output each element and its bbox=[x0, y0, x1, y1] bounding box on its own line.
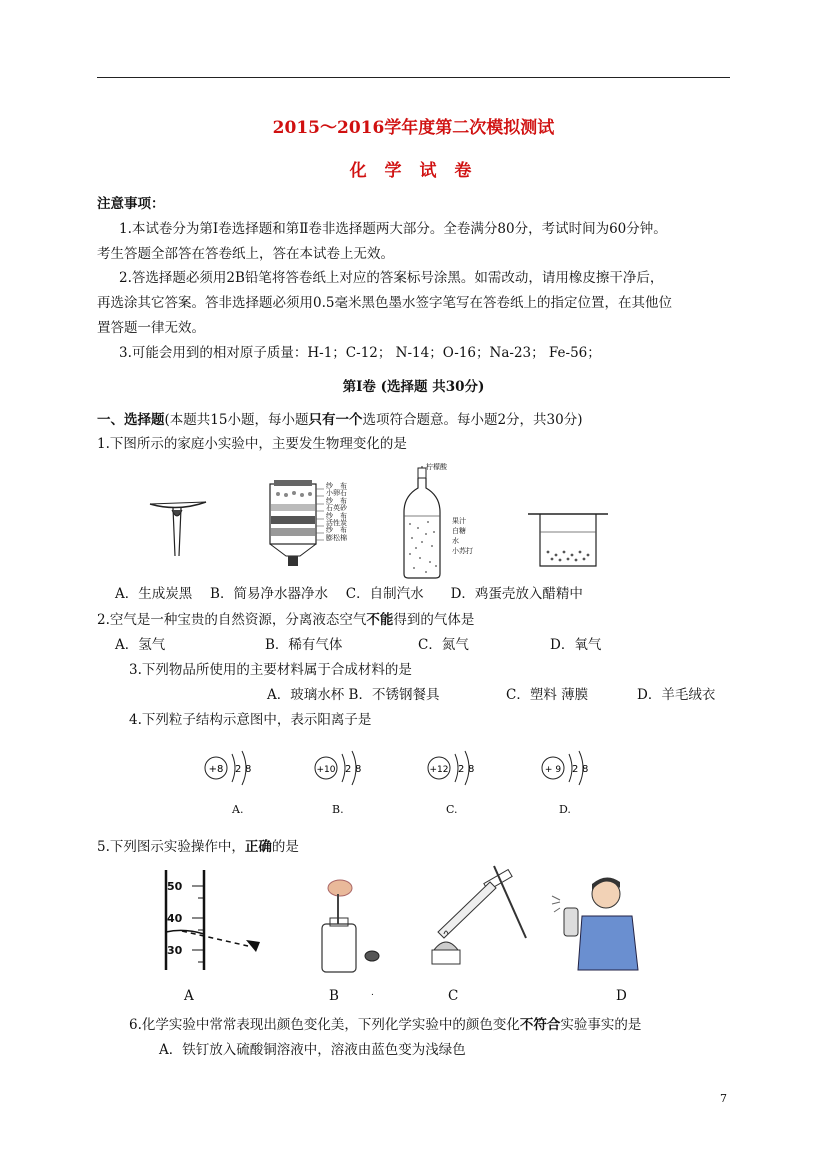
q1-options: A．生成炭黑 B．简易净水器净水 C．自制汽水 D．鸡蛋壳放入醋精中 bbox=[115, 586, 583, 602]
q6-stem bbox=[129, 1013, 641, 1033]
q2-option-b: B．稀有气体 bbox=[265, 637, 343, 653]
q4-atom-b bbox=[312, 748, 372, 788]
q5-figure-b bbox=[310, 874, 390, 974]
q3-option-d: D．羊毛绒衣 bbox=[637, 687, 716, 703]
q5-tick-50: 50 bbox=[167, 880, 183, 893]
q4-atom-d-nucleus: + 9 bbox=[544, 765, 562, 775]
q4-atom-c-nucleus: +12 bbox=[429, 765, 449, 775]
bottle-label: 水 bbox=[452, 537, 459, 545]
q4-label-a: A. bbox=[232, 803, 244, 816]
q2-stem-a: 2.空气是一种宝贵的自然资源，分离液态空气 bbox=[97, 612, 367, 628]
filter-label: 石英砂 bbox=[326, 504, 347, 513]
notice-heading: 注意事项： bbox=[97, 196, 165, 212]
q2-option-a: A．氢气 bbox=[115, 637, 166, 653]
q6-stem-b: 实验事实的是 bbox=[560, 1017, 642, 1033]
filter-label: 纱 布 bbox=[326, 482, 347, 490]
bottle-label: 果汁 bbox=[452, 517, 466, 525]
part1-text-bold: 只有一个 bbox=[308, 412, 363, 428]
q4-stem: 4.下列粒子结构示意图中，表示阳离子是 bbox=[129, 712, 372, 728]
q4-atom-b-e1: 2 bbox=[345, 764, 352, 775]
part1-heading bbox=[97, 408, 583, 428]
q2-option-c: C．氮气 bbox=[418, 637, 469, 653]
q6-stem-a: 6.化学实验中常常表现出颜色变化美，下列化学实验中的颜色变化 bbox=[129, 1017, 520, 1033]
filter-label: 活性炭 bbox=[326, 519, 347, 528]
q6-option-a: A．铁钉放入硫酸铜溶液中，溶液由蓝色变为浅绿色 bbox=[159, 1042, 466, 1058]
q5-tick-40: 40 bbox=[167, 912, 183, 925]
q4-atom-c bbox=[425, 748, 485, 788]
q6-stem-bold: 不符合 bbox=[519, 1017, 561, 1033]
q4-atom-a-e1: 2 bbox=[235, 764, 242, 775]
exam-title: 2015～2016学年度第二次模拟测试 bbox=[272, 118, 555, 138]
bottle-label: 小苏打 bbox=[452, 547, 473, 555]
q4-atom-d bbox=[539, 748, 599, 788]
part1-label: 一、选择题 bbox=[97, 412, 165, 428]
q3-options-ab: A．玻璃水杯 B．不锈钢餐具 bbox=[267, 687, 440, 703]
q1-bottle-labels bbox=[452, 516, 473, 556]
q5-label-b: B bbox=[329, 988, 339, 1004]
q5-label-c: C bbox=[448, 988, 459, 1004]
q1-figure-c bbox=[398, 466, 448, 581]
q4-label-d: D. bbox=[559, 803, 571, 816]
q5-tick-30: 30 bbox=[167, 944, 183, 957]
q4-atom-b-nucleus: +10 bbox=[316, 765, 336, 775]
notice-p3: 3.可能会用到的相对原子质量：H-1；C-12； N-14；O-16；Na-23； Fe-56； bbox=[119, 345, 601, 361]
q3-stem: 3.下列物品所使用的主要材料属于合成材料的是 bbox=[129, 662, 412, 678]
q5-stem-b: 的是 bbox=[271, 839, 299, 855]
q2-stem-bold: 不能 bbox=[366, 612, 394, 628]
q2-stem-b: 得到的气体是 bbox=[393, 612, 475, 628]
q1-bottle-top: 柠檬酸 bbox=[426, 463, 447, 471]
q1-figure-a bbox=[148, 496, 208, 566]
q4-label-c: C. bbox=[446, 803, 458, 816]
exam-subtitle: 化 学 试 卷 bbox=[349, 161, 478, 181]
notice-p2b: 再选涂其它答案。答非选择题必须用0.5毫米黑色墨水签字笔写在答卷纸上的指定位置，在其他位 bbox=[97, 295, 672, 311]
q4-atom-a-nucleus: +8 bbox=[208, 764, 224, 775]
q5-label-d: D bbox=[616, 988, 627, 1004]
bottle-label: 白糖 bbox=[452, 527, 466, 535]
q2-stem bbox=[97, 608, 474, 628]
notice-p1b: 考生答题全部答在答卷纸上，答在本试卷上无效。 bbox=[97, 246, 394, 262]
filter-label: 纱 布 bbox=[326, 496, 347, 505]
q5-dot: . bbox=[371, 988, 374, 998]
part1-text-b: 选项符合题意。每小题2分，共30分) bbox=[362, 412, 583, 428]
notice-p1a: 1.本试卷分为第Ⅰ卷选择题和第Ⅱ卷非选择题两大部分。全卷满分80分，考试时间为60分钟。 bbox=[119, 221, 667, 237]
filter-label: 小卵石 bbox=[326, 489, 347, 498]
filter-label: 纱 布 bbox=[326, 526, 347, 535]
section-title: 第Ⅰ卷 (选择题 共30分) bbox=[342, 379, 485, 395]
q3-option-c: C．塑料 薄膜 bbox=[506, 687, 589, 703]
q4-atom-c-e1: 2 bbox=[458, 764, 465, 775]
q4-atom-c-e2: 8 bbox=[468, 764, 475, 775]
q1-filter-labels bbox=[326, 483, 347, 542]
q4-atom-d-e2: 8 bbox=[582, 764, 589, 775]
filter-label: 纱 布 bbox=[326, 511, 347, 520]
notice-p2a: 2.答选择题必须用2B铅笔将答卷纸上对应的答案标号涂黑。如需改动，请用橡皮擦干净后， bbox=[119, 270, 664, 286]
part1-text-a: (本题共15小题，每小题 bbox=[164, 412, 309, 428]
q4-atom-a bbox=[202, 748, 262, 788]
q5-stem bbox=[97, 835, 299, 855]
q1-stem: 1.下图所示的家庭小实验中，主要发生物理变化的是 bbox=[97, 436, 407, 452]
header-rule bbox=[97, 77, 730, 78]
q5-figure-d bbox=[548, 872, 648, 972]
q5-label-a: A bbox=[184, 988, 194, 1004]
q1-figure-d bbox=[528, 510, 608, 570]
q4-atom-b-e2: 8 bbox=[355, 764, 362, 775]
q5-figure-c bbox=[424, 862, 534, 972]
q5-stem-bold: 正确 bbox=[244, 839, 272, 855]
q5-stem-a: 5.下列图示实验操作中， bbox=[97, 839, 245, 855]
page-number: 7 bbox=[720, 1092, 727, 1105]
filter-label: 膨松棉 bbox=[326, 533, 347, 542]
q2-option-d: D．氧气 bbox=[550, 637, 602, 653]
notice-p2c: 置答题一律无效。 bbox=[97, 320, 205, 336]
q4-atom-a-e2: 8 bbox=[245, 764, 252, 775]
q4-label-b: B. bbox=[332, 803, 344, 816]
q4-atom-d-e1: 2 bbox=[572, 764, 579, 775]
q1-figure-b bbox=[266, 480, 376, 570]
